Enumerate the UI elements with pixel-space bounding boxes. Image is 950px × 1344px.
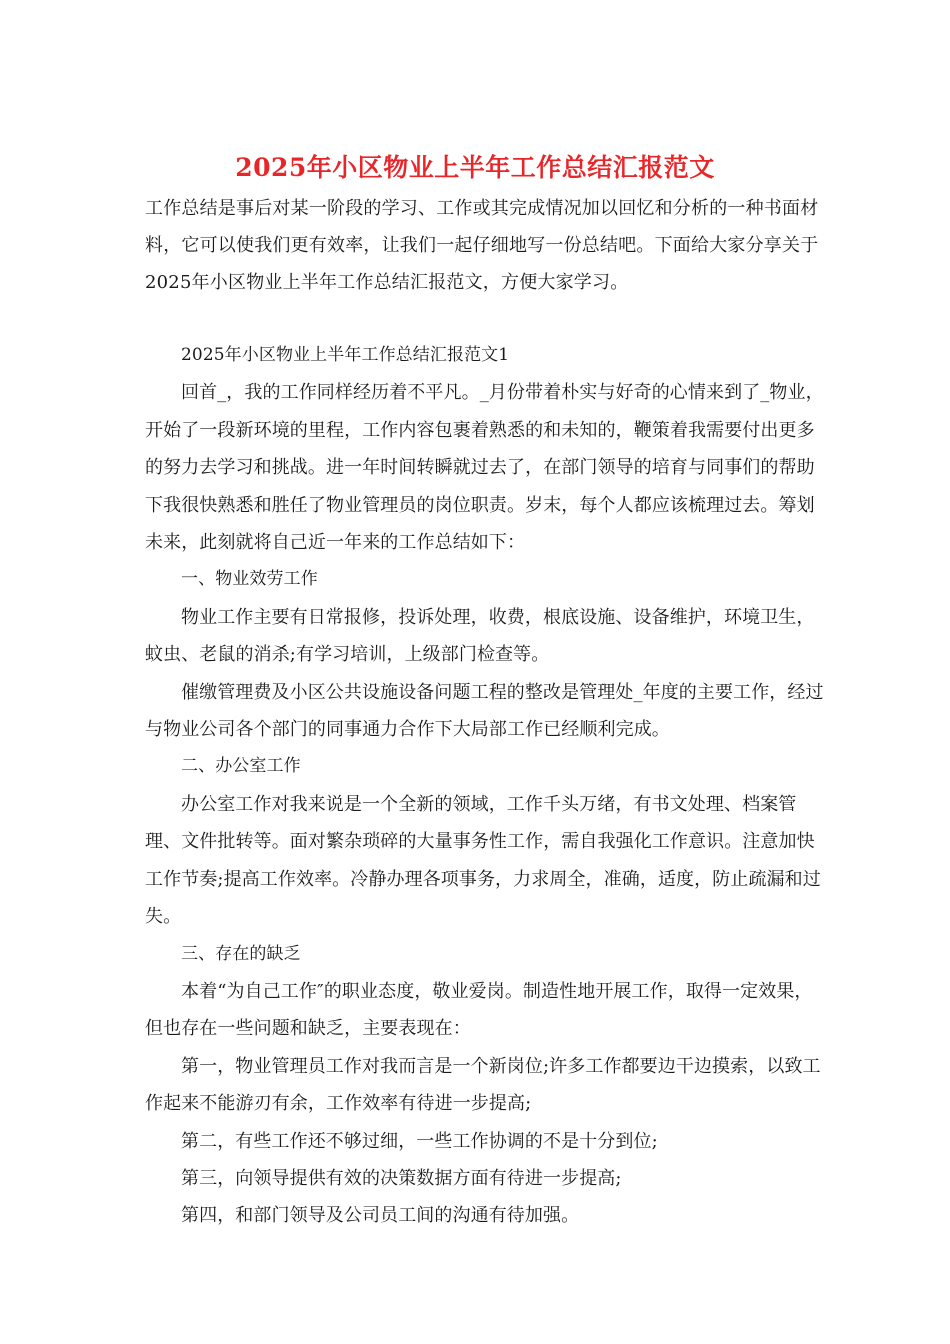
body-paragraph: 回首_，我的工作同样经历着不平凡。_月份带着朴实与好奇的心情来到了_物业，开始了一段新环境的里程，工作内容包裹着熟悉的和未知的，鞭策着我需要付出更多的努力去学习和挑战。进一年时间转瞬就过去了，在部门领导的培育与同事们的帮助下我很快熟悉和胜任了物业管理员的岗位职责。岁末，每个人都应该梳理过去。筹划未来，此刻就将自己近一年来的工作总结如下： — [145, 382, 824, 554]
intro-paragraph: 工作总结是事后对某一阶段的学习、工作或其完成情况加以回忆和分析的一种书面材料，它可以使我们更有效率，让我们一起仔细地写一份总结吧。下面给大家分享关于2025年小区物业上半年工作总结汇报范文，方便大家学习。 — [145, 198, 819, 293]
section-title: 2025年小区物业上半年工作总结汇报范文1 — [181, 345, 510, 365]
body-paragraph: 办公室工作对我来说是一个全新的领域，工作千头万绪，有书文处理、档案管理、文件批转等。面对繁杂琐碎的大量事务性工作，需自我强化工作意识。注意加快工作节奏;提高工作效率。冷静办理各项事务，力求周全，准确，适度，防止疏漏和过失。 — [145, 793, 821, 928]
body-paragraph: 催缴管理费及小区公共设施设备问题工程的整改是管理处_年度的主要工作，经过与物业公司各个部门的同事通力合作下大局部工作已经顺利完成。 — [145, 681, 824, 741]
subsection-heading: 一、物业效劳工作 — [181, 569, 318, 590]
document-title: 2025年小区物业上半年工作总结汇报范文 — [235, 153, 715, 182]
subsection-heading: 二、办公室工作 — [181, 756, 301, 777]
body-paragraph: 本着“为自己工作″的职业态度，敬业爱岗。制造性地开展工作，取得一定效果，但也存在一些问题和缺乏，主要表现在： — [145, 980, 813, 1040]
subsection-heading: 三、存在的缺乏 — [181, 943, 301, 964]
body-paragraph: 第四，和部门领导及公司员工间的沟通有待加强。 — [181, 1205, 580, 1227]
body-paragraph: 第二，有些工作还不够过细，一些工作协调的不是十分到位; — [181, 1130, 658, 1152]
body-paragraph: 第三，向领导提供有效的决策数据方面有待进一步提高; — [181, 1167, 622, 1189]
body-paragraph: 第一，物业管理员工作对我而言是一个新岗位;许多工作都要边干边摸索，以致工作起来不能游刃有余，工作效率有待进一步提高; — [145, 1055, 821, 1115]
document-body — [145, 337, 825, 1235]
body-paragraph: 物业工作主要有日常报修，投诉处理，收费，根底设施、设备维护，环境卫生，蚊虫、老鼠的消杀;有学习培训，上级部门检查等。 — [145, 606, 815, 666]
